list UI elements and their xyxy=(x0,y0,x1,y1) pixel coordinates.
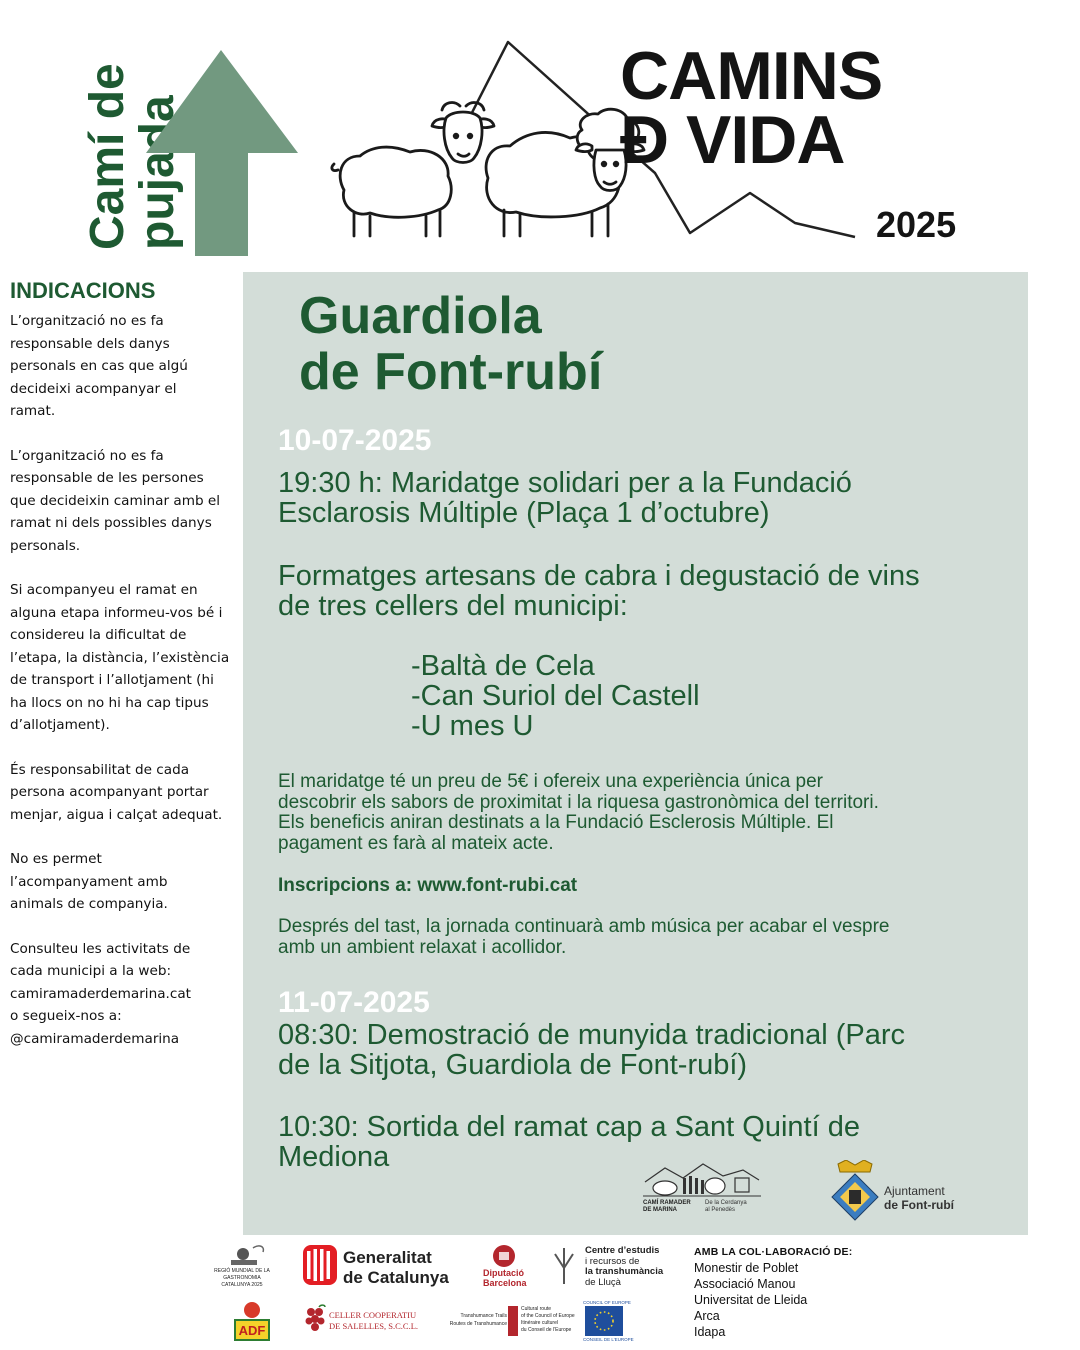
line: El maridatge té un preu de 5€ i ofereix una experiència única per xyxy=(278,771,824,792)
line: d’allotjament). xyxy=(10,717,110,733)
line: Generalitat xyxy=(343,1248,432,1267)
celler-logo-text xyxy=(329,1310,418,1332)
line: Consulteu les activitats de xyxy=(10,940,191,957)
centre-estudis-tree-icon xyxy=(549,1246,579,1284)
line: alguna etapa informeu-vos bé i xyxy=(10,604,223,621)
cultural-route-icon xyxy=(508,1306,518,1336)
list-item: Associació Manou xyxy=(694,1277,796,1291)
date-day1: 10-07-2025 xyxy=(278,424,432,457)
town-title xyxy=(299,288,602,400)
camins-de-vida-logo xyxy=(620,38,980,178)
indicacions-paragraph xyxy=(10,579,242,737)
ajuntament-logo-text xyxy=(884,1184,954,1212)
list-item: -U mes U xyxy=(411,710,534,742)
line: ramat. xyxy=(10,403,56,419)
line: L’organització no es fa xyxy=(10,447,164,464)
collaboration-list xyxy=(694,1244,852,1340)
generalitat-logo-text xyxy=(343,1248,449,1288)
list-item: -Baltà de Cela xyxy=(411,650,595,682)
ramader-sub2: al Penedès xyxy=(705,1207,736,1213)
line: És responsabilitat de cada xyxy=(10,761,190,778)
line: l’etapa, la distància, l’existència xyxy=(10,649,230,666)
line: cada municipi a la web: xyxy=(10,963,172,979)
event-munyida xyxy=(278,1020,905,1080)
logo-year: 2025 xyxy=(876,204,957,245)
up-arrow-icon xyxy=(146,50,301,258)
line: Esclarosis Múltiple (Plaça 1 d’octubre) xyxy=(278,497,770,529)
line: Diputació xyxy=(483,1268,525,1278)
line: que decideixin caminar amb el xyxy=(10,492,221,509)
line: Mediona xyxy=(278,1141,390,1173)
line: la transhumància xyxy=(585,1266,664,1277)
event-formatges xyxy=(278,561,920,621)
line: Si acompanyeu el ramat en xyxy=(10,582,198,598)
list-item: Arca xyxy=(694,1309,720,1323)
line: CELLER COOPERATIU xyxy=(329,1310,417,1320)
line: 19:30 h: Maridatge solidari per a la Fundació xyxy=(278,467,852,499)
program-panel xyxy=(243,272,1028,1235)
ramader-name: CAMÍ RAMADER xyxy=(643,1200,691,1206)
side-title-line1: Camí de xyxy=(81,63,134,250)
indicacions-paragraph xyxy=(10,848,242,916)
ajuntament-line1: Ajuntament xyxy=(884,1184,945,1198)
indicacions-title: INDICACIONS xyxy=(10,278,156,303)
line: personals en cas que algú xyxy=(10,358,188,374)
line: l’acompanyament amb xyxy=(10,873,168,890)
collaboration-title: AMB LA COL·LABORACIÓ DE: xyxy=(694,1246,853,1258)
council-bottom-text: CONSEIL DE L’EUROPE xyxy=(583,1337,634,1342)
cami-ramader-logo xyxy=(643,1160,763,1222)
line: Barcelona xyxy=(483,1278,527,1288)
side-title-line2: pujada xyxy=(131,95,184,250)
event-maridatge xyxy=(278,468,852,528)
after-tasting-text xyxy=(278,917,890,958)
line: animals de companyia. xyxy=(10,896,168,912)
line: Routes de Transhumance xyxy=(449,1321,507,1327)
town-title-line1: Guardiola xyxy=(299,287,542,345)
indicacions-paragraph xyxy=(10,445,242,558)
line: decideixi acompanyar el xyxy=(10,380,177,397)
inscripcions-link[interactable]: Inscripcions a: www.font-rubi.cat xyxy=(278,875,578,896)
line: responsable de les persones xyxy=(10,470,204,486)
generalitat-flag-icon xyxy=(303,1245,337,1285)
list-item: Monestir de Poblet xyxy=(694,1261,799,1275)
centre-estudis-logo-text xyxy=(585,1246,663,1288)
line: descobrir els sabors de proximitat i la riquesa gastronòmica del territori. xyxy=(278,791,879,813)
line: du Conseil de l’Europe xyxy=(521,1327,572,1333)
line: DE SALELLES, S.C.C.L. xyxy=(329,1321,419,1331)
line: i recursos de xyxy=(585,1255,640,1267)
line: 08:30: Demostració de munyida tradicional (Parc xyxy=(278,1019,906,1051)
sheep-icon xyxy=(332,103,494,236)
line: 10:30: Sortida del ramat cap a Sant Quintí de xyxy=(278,1111,860,1143)
ramader-sub: De la Cerdanya xyxy=(705,1200,747,1206)
adf-logo-icon xyxy=(233,1300,271,1344)
line: REGIÓ MUNDIAL DE LA GASTRONOMIA xyxy=(214,1268,270,1281)
sponsor-logos xyxy=(195,1240,675,1345)
indicacions-paragraph xyxy=(10,938,242,1051)
line: o segueix-nos a: xyxy=(10,1008,122,1024)
line: No es permet xyxy=(10,851,102,867)
logo-line2: Đ VIDA xyxy=(620,102,845,178)
maridatge-description xyxy=(278,772,879,854)
grapes-icon xyxy=(303,1304,327,1336)
line: ramat ni dels possibles danys xyxy=(10,515,212,531)
ajuntament-line2: de Font-rubí xyxy=(884,1198,954,1212)
line: menjar, aigua i calçat adequat. xyxy=(10,806,223,823)
list-item: Universitat de Lleida xyxy=(694,1293,808,1307)
line: amb un ambient relaxat i acollidor. xyxy=(278,936,567,958)
indicacions-column xyxy=(10,278,242,1072)
diputacio-logo-text xyxy=(483,1268,527,1288)
list-item: Idapa xyxy=(694,1325,726,1339)
line: Després del tast, la jornada continuarà amb música per acabar el vespre xyxy=(278,916,890,937)
line: L’organització no es fa xyxy=(10,313,164,329)
line: pagament es farà al mateix acte. xyxy=(278,832,554,854)
line: de la Sitjota, Guardiola de Font-rubí) xyxy=(278,1049,748,1081)
line: ha llocs on no hi ha cap tipus xyxy=(10,694,209,711)
line: persona acompanyant portar xyxy=(10,784,209,800)
indicacions-paragraph xyxy=(10,759,242,827)
line: de Lluçà xyxy=(585,1276,621,1288)
adf-text: ADF xyxy=(238,1323,266,1338)
line: de tres cellers del municipi: xyxy=(278,590,628,622)
diputacio-logo-icon xyxy=(491,1244,517,1268)
line: de transport i l’allotjament (hi xyxy=(10,672,214,688)
line: Itinéraire culturel xyxy=(521,1320,558,1326)
transhumance-trails-logo xyxy=(435,1312,507,1328)
line: personals. xyxy=(10,537,81,554)
line: considereu la dificultat de xyxy=(10,627,187,643)
ramader-name2: DE MARINA xyxy=(643,1207,677,1213)
font-rubi-shield-icon xyxy=(828,1160,882,1224)
line: de Catalunya xyxy=(343,1268,449,1287)
social-handle[interactable]: @camiramaderdemarina xyxy=(10,1030,180,1047)
line: CATALUNYA 2025 xyxy=(221,1282,263,1288)
cellers-list xyxy=(411,651,700,741)
town-title-line2: de Font-rubí xyxy=(299,343,603,401)
web-link[interactable]: camiramaderdemarina.cat xyxy=(10,985,191,1002)
council-of-europe-flag-icon xyxy=(585,1306,623,1336)
line: of the Council of Europe xyxy=(521,1313,575,1319)
line: Transhumance Trails xyxy=(460,1313,507,1319)
gastronomia-logo-text xyxy=(197,1268,287,1289)
list-item: -Can Suriol del Castell xyxy=(411,680,700,712)
date-day2: 11-07-2025 xyxy=(278,986,430,1019)
council-top-text: COUNCIL OF EUROPE xyxy=(583,1300,631,1305)
cultural-route-logo-text xyxy=(521,1306,575,1334)
line: Formatges artesans de cabra i degustació de vins xyxy=(278,560,920,592)
line: responsable dels danys xyxy=(10,335,170,352)
indicacions-paragraph xyxy=(10,310,242,423)
line: Centre d’estudis xyxy=(585,1245,660,1256)
line: Els beneficis aniran destinats a la Fundació Esclerosis Múltiple. El xyxy=(278,812,834,833)
line: Cultural route xyxy=(521,1306,552,1312)
event-sortida xyxy=(278,1112,860,1172)
logo-line1: CAMINS xyxy=(620,38,883,114)
